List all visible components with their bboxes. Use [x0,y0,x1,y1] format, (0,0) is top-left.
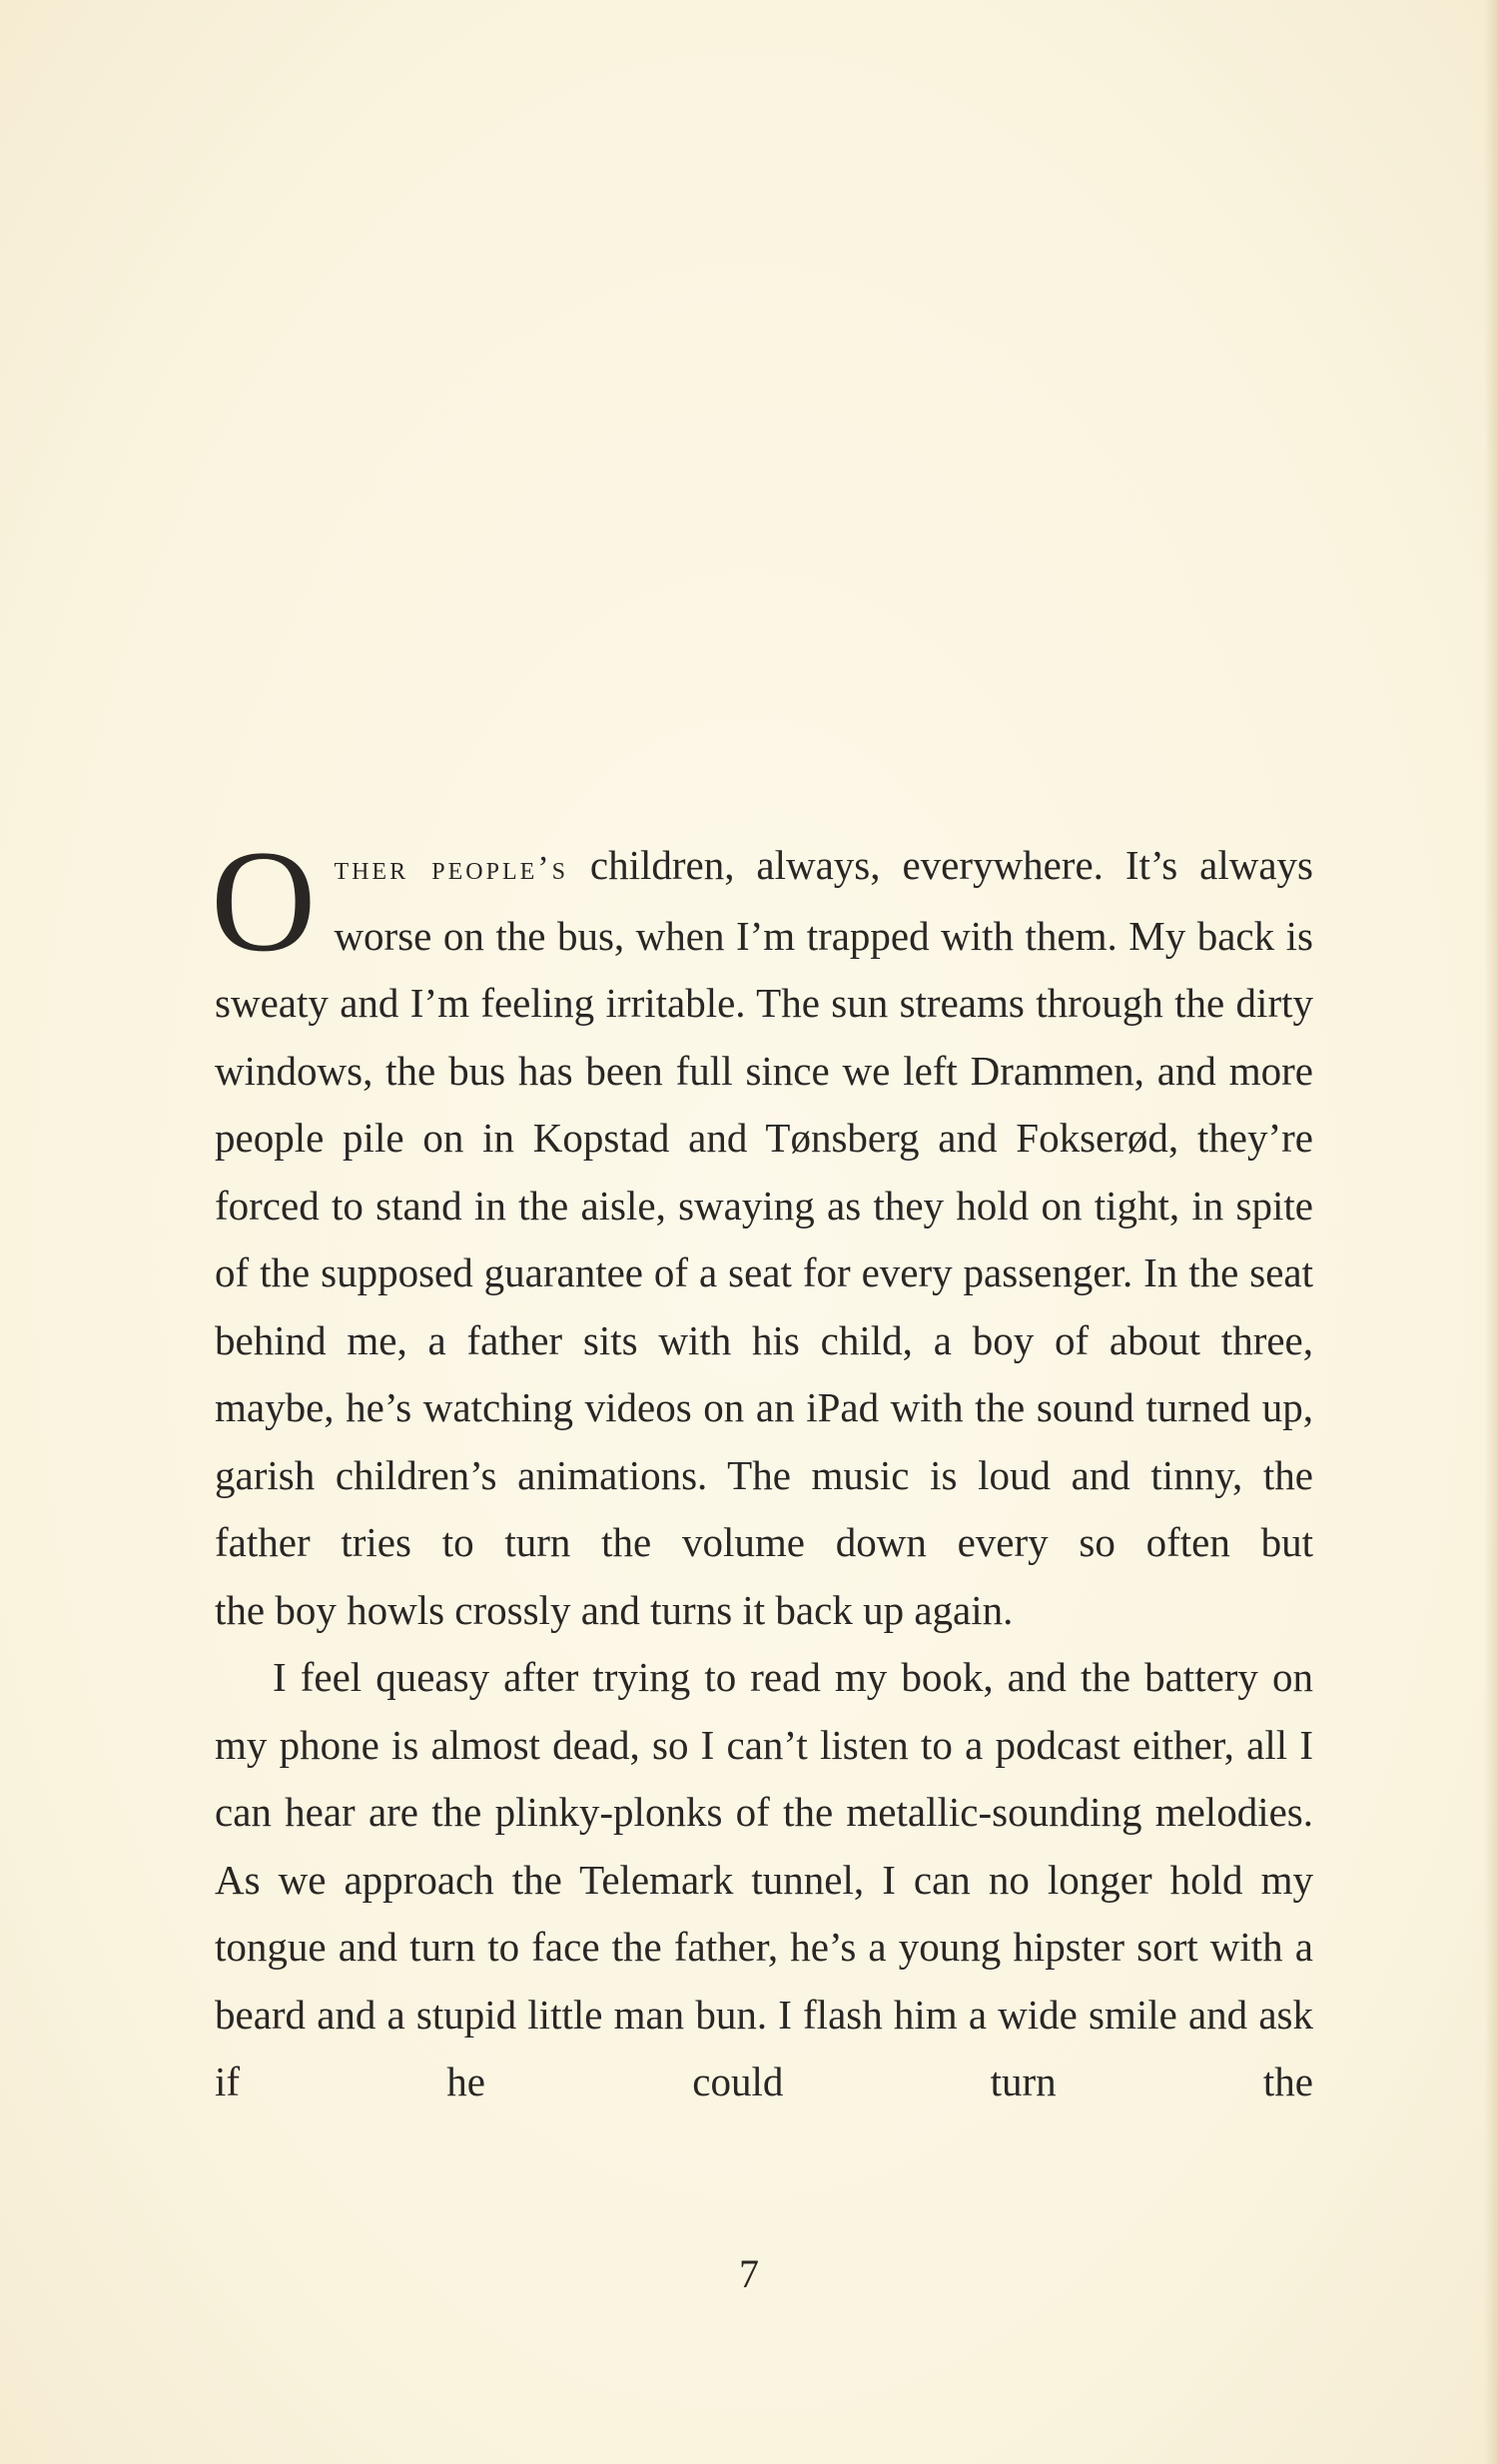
body-text [211,820,1313,2116]
drop-cap: O [211,820,317,982]
small-caps-lead: ther people’s [334,850,568,887]
paragraph-2: I feel queasy after trying to read my book, and the battery on my phone is almost dead, so I can’t listen to a podcast either, all I can hear are the plinky-plonks of the metallic-sounding melodies. As we approach the Telemark tunnel, I can no longer hold my tongue and turn to face the father, he’s a young hipster sort with a beard and a stupid little man bun. I flash him a wide smile and ask if he could turn the [215,1654,1313,2104]
page-edge-shadow [1484,0,1498,2464]
paragraph-1-text: children, always, everywhere. It’s always worse on the bus, when I’m trapped with them. My back is sweaty and I’m feeling irritable. The sun streams through the dirty windows, the bus has been full since we left Drammen, and more people pile on in Kopstad and Tønsberg and Fokserød, they’re forced to stand in the aisle, swaying as they hold on tight, in spite of the supposed guarantee of a seat for every passenger. In the seat behind me, a father sits with his child, a boy of about three, maybe, he’s watching videos on an iPad with the sound turned up, garish children’s animations. The music is loud and tinny, the father tries to turn the volume down every so often but [215,842,1313,1565]
paragraph-1-last-line: the boy howls crossly and turns it back up again. [215,1586,1014,1633]
paragraph-1 [211,820,1313,1644]
page-number: 7 [739,2251,759,2296]
